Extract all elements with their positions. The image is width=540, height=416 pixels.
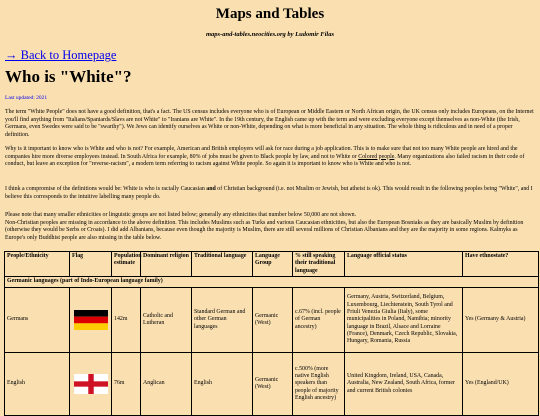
importance-text-end: . Many organizations also failed racism in their code of conduct, but leave an exception for "reverse-racism", a modern term referring to racism against White people. So again it is important to know who is White and who is not.	[5, 153, 525, 168]
table-header-row	[5, 252, 539, 277]
definition-text-start: I think a compromise of the definitions would be: White is who is racially Caucasian	[5, 186, 207, 192]
header-flag: Flag	[70, 252, 112, 277]
cell-ethnostate: Yes (Germany & Austria)	[463, 288, 539, 353]
site-subtitle: maps-and-tables.neocities.org by Ludomir Filas	[205, 31, 335, 38]
cell-people: Germans	[5, 288, 70, 353]
header-language: Traditional language	[192, 252, 253, 277]
cell-population: 142m	[112, 288, 141, 353]
cell-official-status: Germany, Austria, Switzerland, Belgium, Luxembourg, Liechtenstein, South Tyrol and Friuli Venezia Giulia (Italy), some municipalities in Poland, Namibia; minority language in Brazil, Alsace and Lorraine (France), Denmark, Czech Republic, Slovakia, Hungary, Romania, Russia	[345, 288, 463, 353]
back-to-homepage-link[interactable]: → Back to Homepage	[5, 48, 117, 62]
england-flag-icon	[74, 374, 108, 394]
header-population: Population estimate	[112, 252, 141, 277]
cell-ethnostate: Yes (England/UK)	[463, 353, 539, 416]
cell-population: 76m	[112, 353, 141, 416]
cell-language-group: Germanic (West)	[253, 353, 293, 416]
table-row	[5, 288, 539, 353]
header-ethnostate: Have ethnostate?	[463, 252, 539, 277]
cell-language: Standard German and other German languages	[192, 288, 253, 353]
last-updated-text: Last updated: 2021	[5, 95, 48, 101]
page-title: Who is "White"?	[5, 67, 132, 86]
definition-bold-and: and	[206, 186, 216, 192]
germany-flag-icon	[74, 310, 108, 330]
ethnicity-table	[4, 251, 539, 416]
definition-paragraph	[5, 186, 537, 201]
cell-language-group: Germanic (West)	[253, 288, 293, 353]
header-people: People/Ethnicity	[5, 252, 70, 277]
cell-people: English	[5, 353, 70, 416]
note-paragraph: Please note that many smaller ethnicities or linguistic groups are not listed below; generally any ethnicities that number below 50,000 are not shown.	[5, 212, 357, 218]
definition-text-end: of Christian background (i.e. not Muslim or Jewish, but atheist is ok). This would result in the following peoples being "White", and I believe this corresponds to the intuitive labelling many people do.	[5, 186, 533, 200]
cell-flag	[70, 353, 112, 416]
header-religion: Dominant religion	[141, 252, 192, 277]
site-title: Maps and Tables	[215, 6, 325, 22]
colored-people-link[interactable]: Colored people	[358, 153, 395, 160]
cell-flag	[70, 288, 112, 353]
table-row	[5, 353, 539, 416]
cell-official-status: United Kingdom, Ireland, USA, Canada, Australia, New Zealand, South Africa, former and current British colonies	[345, 353, 463, 416]
section-row	[5, 277, 539, 288]
cell-percent: c.67% (incl. people of German ancestry)	[293, 288, 345, 353]
importance-text-start: Why is it important to know who is White and who is not? For example, American and British employers will ask for race during a job application. This is to make sure that not too many White people are hired and the companies hire more diverse employees instead. In South Africa for example, 80% of jobs must be given to Black people by law, and not to White or	[5, 146, 518, 160]
header-percent-speaking: % still speaking their traditional language	[293, 252, 345, 277]
section-germanic: Germanic languages (part of Indo-European language family)	[5, 277, 539, 288]
intro-paragraph: The term "White People" does not have a good definition, that's a fact. The US census includes everyone who is of European or Middle Eastern or North African origin, the UK census only includes Europeans, on the Internet you'll find anything from "Italians/Spaniards/Slavs are not White" to "Iranians are White". In the 19th century, the English came up with the term and were excluding everyone except themselves as non-White (the Irish, Germans, even Swedes were said to be "swarthy"). We Jews can identify ourselves as White or non-White, depending on what is more beneficial in any situation. The whole thing is ridiculous and in need of a proper definition.	[5, 109, 534, 139]
cell-religion: Anglican	[141, 353, 192, 416]
header-language-group: Language Group	[253, 252, 293, 277]
cell-percent: c.500% (more native English speakers than people of majority English ancestry)	[293, 353, 345, 416]
cell-religion: Catholic and Lutheran	[141, 288, 192, 353]
cell-language: English	[192, 353, 253, 416]
header-official-status: Language official status	[345, 252, 463, 277]
importance-paragraph	[5, 146, 537, 169]
non-christian-paragraph: Non-Christian peoples are missing in accordance to the above definition. This includes Muslims such as Turks and various Caucasian ethnicities, but also the European Bosniaks as they are basically Muslim by definition (otherwise they would be Serbs or Croats). I did add Albanians, because even though the majority is Muslim, there are still several millions of Christian Albanians and they are the majority in some regions. Kalmyks as Europe's only Buddhist people are also missing in the table below.	[5, 219, 524, 241]
